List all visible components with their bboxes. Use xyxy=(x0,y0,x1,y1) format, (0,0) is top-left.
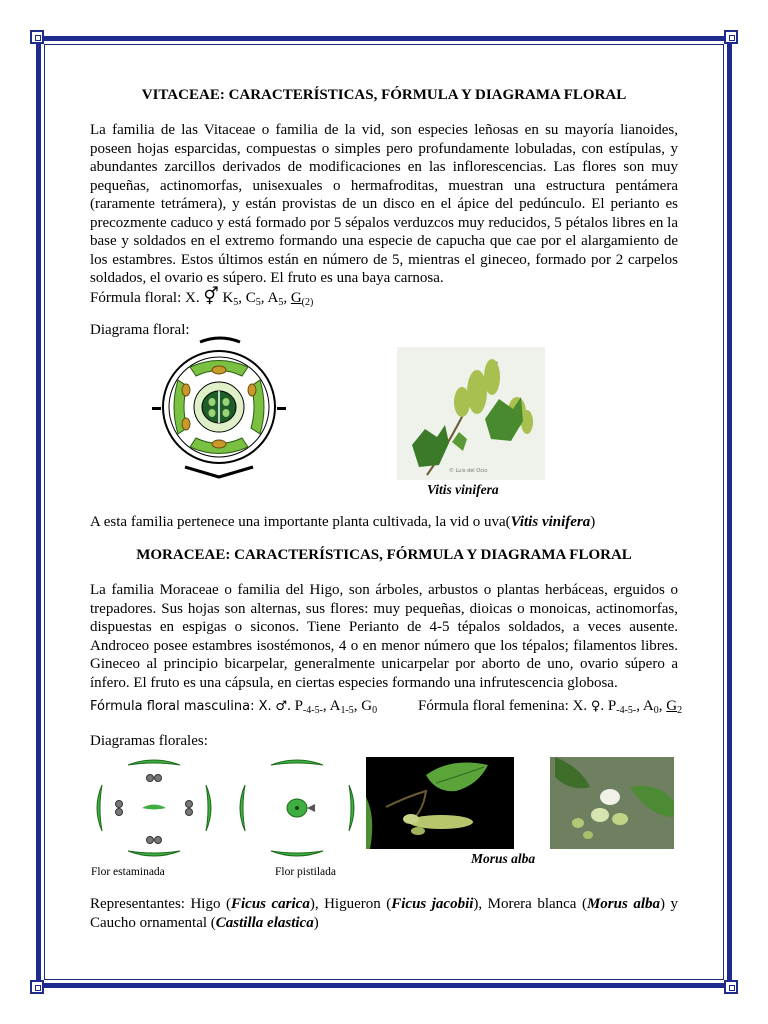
representatives: Representantes: Higo (Ficus carica), Higueron (Ficus jacobii), Morera blanca (Morus alba) y Caucho ornamental (Castilla elastica) xyxy=(90,896,678,931)
female-symbol: ♀ xyxy=(590,699,601,714)
vitaceae-floral-diagram xyxy=(150,332,290,482)
diagrams-label: Diagramas florales: xyxy=(90,733,208,749)
formula-label: Fórmula floral: X. xyxy=(90,290,200,306)
morus-caption: Morus alba xyxy=(471,851,536,866)
female-formula-label: Fórmula floral femenina: X. xyxy=(418,698,588,714)
border-corner-ornament xyxy=(724,30,738,44)
border-corner-ornament xyxy=(724,980,738,994)
vitaceae-paragraph: La familia de las Vitaceae o familia de la vid, son especies leñosas en su mayoría lianoides, poseen hojas esparcidas, compuestas o simples pero profundamente lobuladas, con estípulas, y abundantes zarcillos derivados de modificaciones en las inflorescencias. Las flores son muy pequeñas, actinomorfas, unisexuales o hermafroditas, muestran una estructura pentámera (raramente tetrámera), y están provistas de un disco en el ápice del pedúnculo. El perianto es precozmente caduco y está formado por 5 sépalos verduzcos muy reducidos, 5 pétalos libres en la base y soldados en el extremo formando una especie de capucha que cae por el alargamiento de los estambres. Estos últimos están en número de 5, mientras el gineceo, formado por 2 carpelos soldados, el ovario es súpero. El fruto es una baya carnosa. xyxy=(90,122,678,286)
moraceae-heading: MORACEAE: CARACTERÍSTICAS, FÓRMULA Y DIAGRAMA FLORAL xyxy=(136,547,632,563)
svg-text:© Luis del Ocio: © Luis del Ocio xyxy=(449,468,488,474)
hermaphrodite-symbol: ⚥ xyxy=(203,287,219,307)
border-corner-ornament xyxy=(30,30,44,44)
vitaceae-formula: Fórmula floral: X. ⚥ $K_5$, $C_5$, $A_5$, $G_{(2)}$ xyxy=(90,287,314,308)
pistillate-caption: Flor pistilada xyxy=(275,866,337,878)
diagram-label: Diagrama floral: xyxy=(90,322,190,338)
female-formula: Fórmula floral femenina: X. ♀. $P_{-4-5-}$, $A_0$, $G_2$ xyxy=(418,698,683,716)
vitis-caption: Vitis vinifera xyxy=(427,482,499,497)
morus-alba-photo-2 xyxy=(550,757,674,849)
vitaceae-closing: A esta familia pertenece una importante planta cultivada, la vid o uva(Vitis vinifera) xyxy=(90,514,596,530)
male-symbol: ♂ xyxy=(275,699,288,714)
staminate-floral-diagram xyxy=(92,755,217,860)
male-formula-label: Fórmula floral masculina: X. xyxy=(90,699,272,714)
male-formula: Fórmula floral masculina: X. ♂. $P_{-4-5-}$, $A_{1-5}$, $G_0$ xyxy=(90,698,378,716)
morus-alba-photo-1 xyxy=(366,757,514,849)
staminate-caption: Flor estaminada xyxy=(91,866,165,878)
border-corner-ornament xyxy=(30,980,44,994)
pistillate-floral-diagram xyxy=(235,755,360,860)
vitaceae-heading: VITACEAE: CARACTERÍSTICAS, FÓRMULA Y DIAGRAMA FLORAL xyxy=(141,87,627,103)
vitis-vinifera-photo xyxy=(397,347,545,480)
moraceae-paragraph: La familia Moraceae o familia del Higo, son árboles, arbustos o plantas herbáceas, erguidos o trepadores. Sus hojas son alternas, sus flores: muy pequeñas, dioicas o monoicas, actinomorfas, dispuestas en espigas o siconos. Tiene Perianto de 4-5 tépalos soldados, a veces ausente. Androceo posee estambres isostémonos, 4 o en menor número que los tépalos; filamentos libres. Gineceo al principio bicarpelar, generalmente unicarpelar por aborto de uno, ovario súpero a ínfero. El fruto es una cápsula, en ciertas especies formando una infrutescencia globosa. xyxy=(90,582,678,691)
